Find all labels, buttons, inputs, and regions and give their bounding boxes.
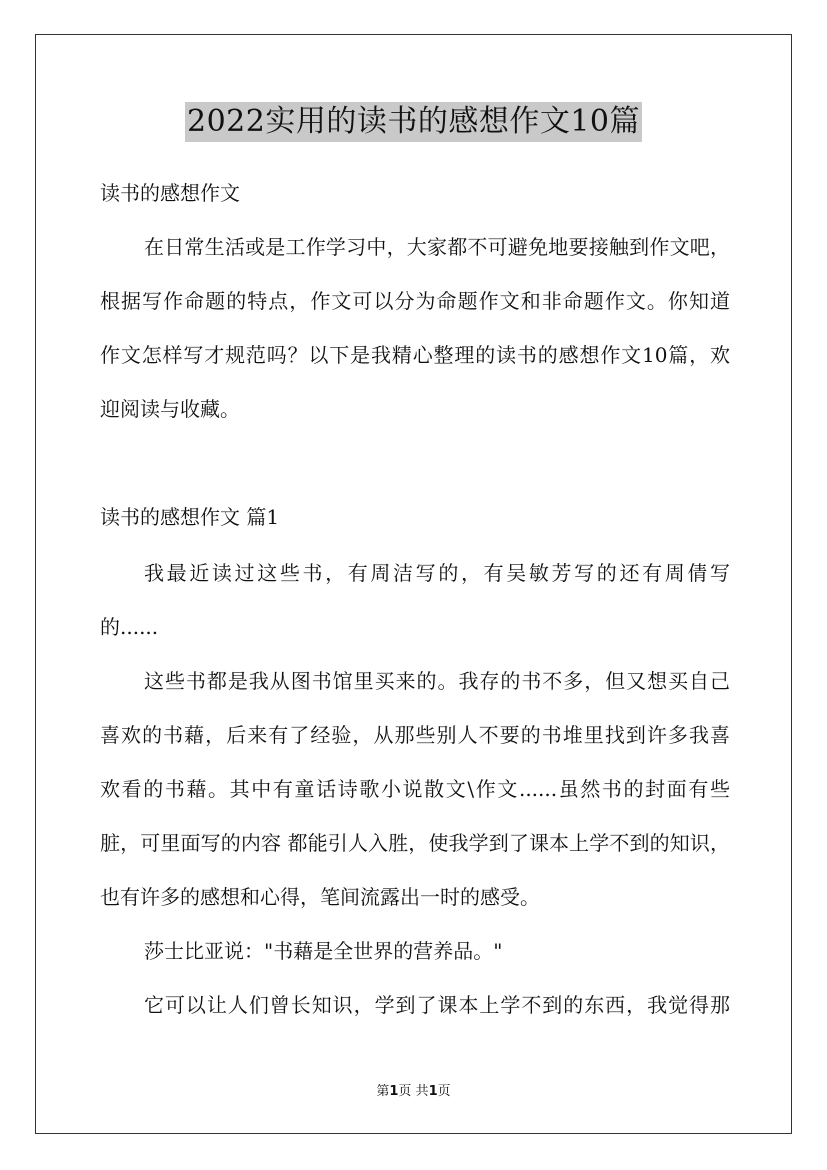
footer-mid: 页 共 — [398, 1084, 429, 1099]
footer-prefix: 第 — [376, 1084, 390, 1099]
footer-page-number: 1 — [389, 1084, 399, 1099]
essay-line-6: 脏，可里面写的内容 都能引人入胜，使我学到了课本上学不到的知识， — [100, 831, 730, 855]
title-container — [0, 102, 827, 142]
intro-line-3: 作文怎样写才规范吗？以下是我精心整理的读书的感想作文10篇，欢 — [100, 343, 730, 367]
footer-page-total: 1 — [428, 1084, 438, 1099]
essay-line-5: 欢看的书藉。其中有童话诗歌小说散文\作文......虽然书的封面有些 — [100, 777, 730, 801]
intro-line-1: 在日常生活或是工作学习中，大家都不可避免地要接触到作文吧， — [144, 235, 730, 259]
document-title: 2022实用的读书的感想作文10篇 — [185, 102, 642, 142]
essay-line-1: 我最近读过这些书，有周洁写的，有吴敏芳写的还有周倩写 — [144, 561, 730, 585]
section-heading: 读书的感想作文 — [100, 181, 240, 205]
essay-line-8: 它可以让人们曾长知识，学到了课本上学不到的东西，我觉得那 — [144, 993, 730, 1017]
essay-line-7: 也有许多的感想和心得，笔间流露出一时的感受。 — [100, 885, 540, 909]
footer-suffix: 页 — [437, 1084, 451, 1099]
page-footer — [0, 1084, 827, 1100]
intro-line-4: 迎阅读与收藏。 — [100, 397, 240, 421]
essay-line-3: 这些书都是我从图书馆里买来的。我存的书不多，但又想买自己 — [144, 669, 730, 693]
essay-line-4: 喜欢的书藉，后来有了经验，从那些别人不要的书堆里找到许多我喜 — [100, 723, 730, 747]
essay-quote: 莎士比亚说："书藉是全世界的营养品。" — [144, 939, 503, 963]
intro-line-2: 根据写作命题的特点，作文可以分为命题作文和非命题作文。你知道 — [100, 289, 730, 313]
essay-line-2: 的...... — [100, 615, 159, 639]
essay-heading: 读书的感想作文 篇1 — [100, 505, 280, 529]
